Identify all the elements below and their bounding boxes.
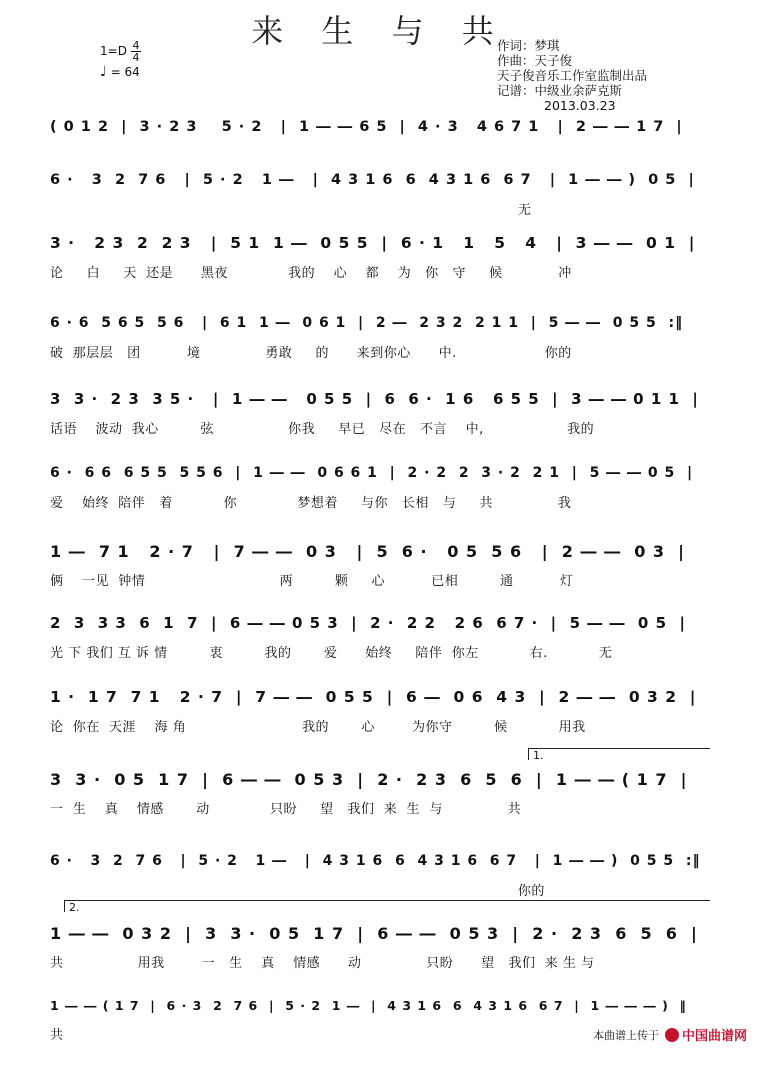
lyrics-line: 论 你在 天涯 海 角 我的 心 为你守 候 用我 [50, 720, 586, 735]
music-line: 6 · 3 2 7 6 | 5 · 2 1 ― | 4 3 1 6 6 4 3 1 6 6 7 | 1 ― ― ) 0 5 5 :‖ [50, 853, 701, 869]
volta-first-label: 1. [533, 749, 544, 762]
music-line: 3 · 2 3 2 2 3 | 5 1 1 ― 0 5 5 | 6 · 1 1 5 4 | 3 ― ― 0 1 | [50, 234, 696, 252]
music-line: 2 3 3 3 6 1 7 | 6 ― ― 0 5 3 | 2 · 2 2 2 6 6 7 · | 5 ― ― 0 5 | [50, 614, 686, 632]
lyricist: 作词：梦琪 [497, 38, 560, 53]
score-system [50, 608, 700, 660]
footer [593, 1025, 747, 1044]
music-line: 3 3 · 2 3 3 5 · | 1 ― ― 0 5 5 | 6 6 · 1 6 6 5 5 | 3 ― ― 0 1 1 | [50, 390, 699, 408]
score-system [50, 536, 700, 588]
score-system [50, 458, 700, 510]
lyrics-line: 共 [50, 1028, 64, 1043]
song-title: 来 生 与 共 [251, 12, 508, 50]
music-line: ( 0 1 2 | 3 · 2 3 5 · 2 | 1 ― ― 6 5 | 4 · 3 4 6 7 1 | 2 ― ― 1 7 | [50, 119, 683, 135]
tempo: = 64 [110, 65, 140, 79]
volta-second-label: 2. [69, 901, 80, 914]
tonality: 1=D [100, 44, 127, 58]
lyrics-line: 无 [50, 203, 532, 218]
quarter-note-icon: ♩ [100, 64, 107, 80]
volta-first [528, 748, 710, 760]
lyrics-line: 光 下 我们 互 诉 情 衷 我的 爱 始终 陪伴 你左 右. 无 [50, 646, 613, 661]
music-line: 1 · 1 7 7 1 2 · 7 | 7 ― ― 0 5 5 | 6 ― 0 6 4 3 | 2 ― ― 0 3 2 | [50, 688, 697, 706]
score-system [50, 764, 700, 816]
score-system [50, 112, 700, 164]
lyrics-line: 破 那层层 团 境 勇敢 的 来到你心 中. 你的 [50, 346, 572, 361]
lyrics-line: 共 用我 一 生 真 情感 动 只盼 望 我们 来 生 与 [50, 956, 595, 971]
site-logo-icon [665, 1028, 679, 1042]
score-system [50, 846, 700, 898]
credits-block [497, 38, 647, 113]
transcriber: 记谱：中级业余萨克斯 [497, 83, 623, 98]
composer: 作曲：天子俊 [497, 53, 573, 68]
lyrics-line: 话语 波动 我心 弦 你我 早已 尽在 不言 中, 我的 [50, 422, 595, 437]
producer: 天子俊音乐工作室监制出品 [497, 68, 648, 83]
site-logo[interactable] [665, 1025, 747, 1044]
time-signature [131, 40, 141, 63]
music-line: 6 · 6 6 6 5 5 5 5 6 | 1 ― ― 0 6 6 1 | 2 · 2 2 3 · 2 2 1 | 5 ― ― 0 5 | [50, 465, 694, 481]
lyrics-line: 一 生 真 情感 动 只盼 望 我们 来 生 与 共 [50, 802, 522, 817]
score-system [50, 918, 700, 970]
tempo-row [100, 63, 141, 82]
music-line: 1 ― ― ( 1 7 | 6 · 3 2 7 6 | 5 · 2 1 ― | 4 3 1 6 6 4 3 1 6 6 7 | 1 ― ― ― ) ‖ [50, 997, 687, 1013]
upload-text: 本曲谱上传于 [592, 1028, 659, 1042]
score-system [50, 682, 700, 734]
volta-second [64, 900, 710, 912]
music-line: 6 · 3 2 7 6 | 5 · 2 1 ― | 4 3 1 6 6 4 3 1 6 6 7 | 1 ― ― ) 0 5 | [50, 172, 695, 188]
music-line: 1 ― 7 1 2 · 7 | 7 ― ― 0 3 | 5 6 · 0 5 5 6 | 2 ― ― 0 3 | [50, 541, 686, 561]
score-system [50, 308, 700, 360]
time-signature-top: 4 [132, 39, 140, 52]
score-system [50, 228, 700, 280]
site-name: 中国曲谱网 [681, 1029, 747, 1044]
score-system [50, 165, 700, 217]
key-row [100, 40, 141, 63]
music-line: 3 3 · 0 5 1 7 | 6 ― ― 0 5 3 | 2 · 2 3 6 5 6 | 1 ― ― ( 1 7 | [50, 769, 688, 789]
time-signature-bottom: 4 [132, 51, 140, 64]
key-signature-block [100, 40, 141, 82]
lyrics-line: 你的 [50, 884, 545, 899]
lyrics-line: 爱 始终 陪伴 着 你 梦想着 与你 长相 与 共 我 [50, 496, 572, 511]
lyrics-line: 论 白 天 还是 黑夜 我的 心 都 为 你 守 候 冲 [50, 266, 572, 281]
score-system [50, 384, 700, 436]
lyrics-line: 俩 一见 钟情 两 颗 心 已相 通 灯 [50, 574, 574, 589]
music-line: 1 ― ― 0 3 2 | 3 3 · 0 5 1 7 | 6 ― ― 0 5 3 | 2 · 2 3 6 5 6 | [50, 923, 698, 943]
music-line: 6 · 6 5 6 5 5 6 | 6 1 1 ― 0 6 1 | 2 ― 2 3 2 2 1 1 | 5 ― ― 0 5 5 :‖ [50, 315, 684, 331]
date: 2013.03.23 [544, 98, 616, 113]
